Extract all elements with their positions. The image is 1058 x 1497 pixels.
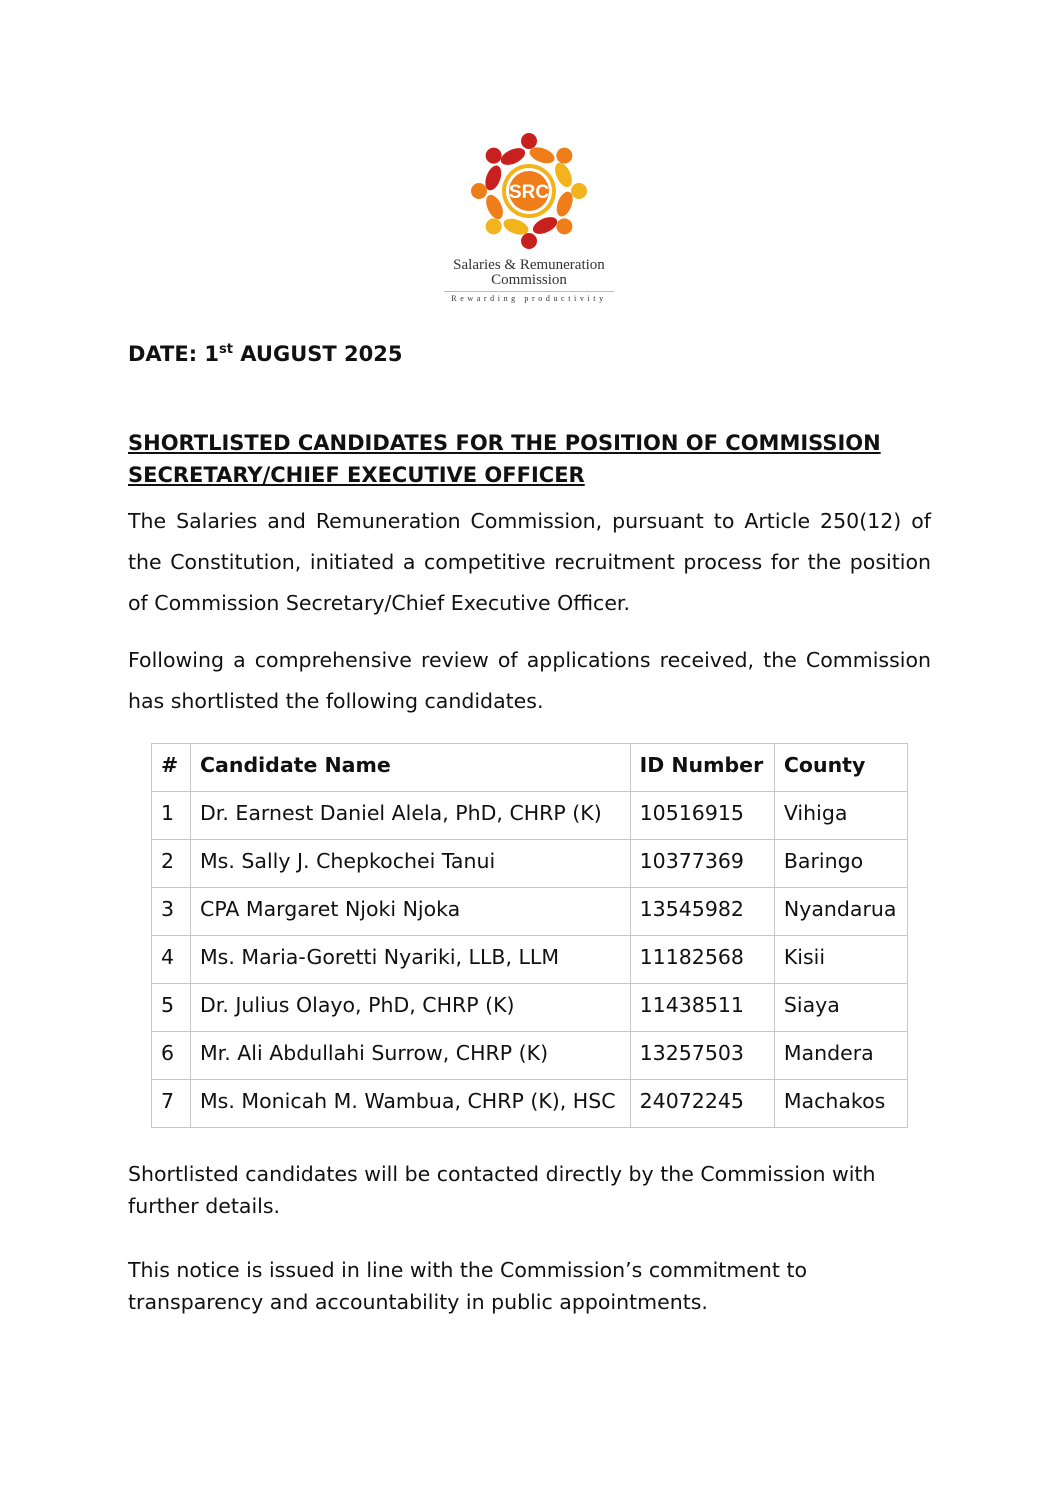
cell-candidate-name: Dr. Earnest Daniel Alela, PhD, CHRP (K) — [191, 792, 631, 840]
cell-county: Baringo — [774, 840, 907, 888]
header-county: County — [774, 744, 907, 792]
cell-number: 7 — [152, 1080, 191, 1128]
logo-figure-head — [571, 183, 587, 199]
contact-paragraph: Shortlisted candidates will be contacted directly by the Commission with further details. — [128, 1162, 876, 1218]
cell-county: Mandera — [774, 1032, 907, 1080]
cell-county: Siaya — [774, 984, 907, 1032]
cell-id-number: 11438511 — [630, 984, 774, 1032]
cell-id-number: 10377369 — [630, 840, 774, 888]
cell-number: 6 — [152, 1032, 191, 1080]
header-candidate-name: Candidate Name — [191, 744, 631, 792]
table-row — [152, 840, 908, 888]
review-paragraph: Following a comprehensive review of applications received, the Commission has shortlisted the following candidates. — [128, 648, 931, 713]
table-row — [152, 1080, 908, 1128]
table-header-row — [152, 744, 908, 792]
table-row — [152, 1032, 908, 1080]
cell-candidate-name: Ms. Monicah M. Wambua, CHRP (K), HSC — [191, 1080, 631, 1128]
logo-figure-head — [486, 218, 502, 234]
cell-number: 1 — [152, 792, 191, 840]
logo-figure-head — [556, 148, 572, 164]
date-prefix: DATE: 1 — [128, 342, 220, 366]
logo-figure-head — [486, 148, 502, 164]
cell-candidate-name: Dr. Julius Olayo, PhD, CHRP (K) — [191, 984, 631, 1032]
logo-figure-head — [521, 133, 537, 149]
header-number: # — [152, 744, 191, 792]
table-row — [152, 792, 908, 840]
logo-badge-text: SRC — [508, 182, 550, 203]
candidates-table — [151, 743, 908, 1128]
cell-number: 3 — [152, 888, 191, 936]
cell-id-number: 24072245 — [630, 1080, 774, 1128]
cell-county: Vihiga — [774, 792, 907, 840]
cell-candidate-name: Ms. Sally J. Chepkochei Tanui — [191, 840, 631, 888]
notice-heading: SHORTLISTED CANDIDATES FOR THE POSITION OF COMMISSION SECRETARY/CHIEF EXECUTIVE OFFICER — [128, 431, 881, 487]
logo-figure-head — [471, 183, 487, 199]
cell-number: 5 — [152, 984, 191, 1032]
date-ordinal: st — [219, 342, 233, 357]
logo-figure-head — [521, 233, 537, 249]
date-rest: AUGUST 2025 — [233, 342, 403, 366]
cell-candidate-name: Mr. Ali Abdullahi Surrow, CHRP (K) — [191, 1032, 631, 1080]
intro-paragraph: The Salaries and Remuneration Commission, pursuant to Article 250(12) of the Constitution, initiated a competitive recruitment process for the position of Commission Secretary/Chief Executive Officer. — [128, 509, 931, 615]
cell-candidate-name: CPA Margaret Njoki Njoka — [191, 888, 631, 936]
cell-county: Kisii — [774, 936, 907, 984]
cell-id-number: 10516915 — [630, 792, 774, 840]
table-row — [152, 888, 908, 936]
notice-paragraph: This notice is issued in line with the Commission’s commitment to transparency and accountability in public appointments. — [128, 1258, 808, 1314]
cell-id-number: 13257503 — [630, 1032, 774, 1080]
notice-date — [128, 335, 931, 365]
table-row — [152, 936, 908, 984]
cell-number: 2 — [152, 840, 191, 888]
notice-body — [128, 335, 931, 1318]
cell-id-number: 13545982 — [630, 888, 774, 936]
cell-number: 4 — [152, 936, 191, 984]
logo-figure-head — [556, 218, 572, 234]
src-emblem-icon — [462, 130, 596, 252]
table-row — [152, 984, 908, 1032]
org-tagline: Rewarding productivity — [444, 291, 614, 303]
org-name-line2: Commission — [491, 272, 567, 288]
header-id-number: ID Number — [630, 744, 774, 792]
cell-county: Nyandarua — [774, 888, 907, 936]
cell-county: Machakos — [774, 1080, 907, 1128]
org-name-line1: Salaries & Remuneration — [453, 257, 605, 273]
src-logo — [440, 130, 618, 303]
cell-candidate-name: Ms. Maria-Goretti Nyariki, LLB, LLM — [191, 936, 631, 984]
org-name — [440, 258, 618, 288]
cell-id-number: 11182568 — [630, 936, 774, 984]
